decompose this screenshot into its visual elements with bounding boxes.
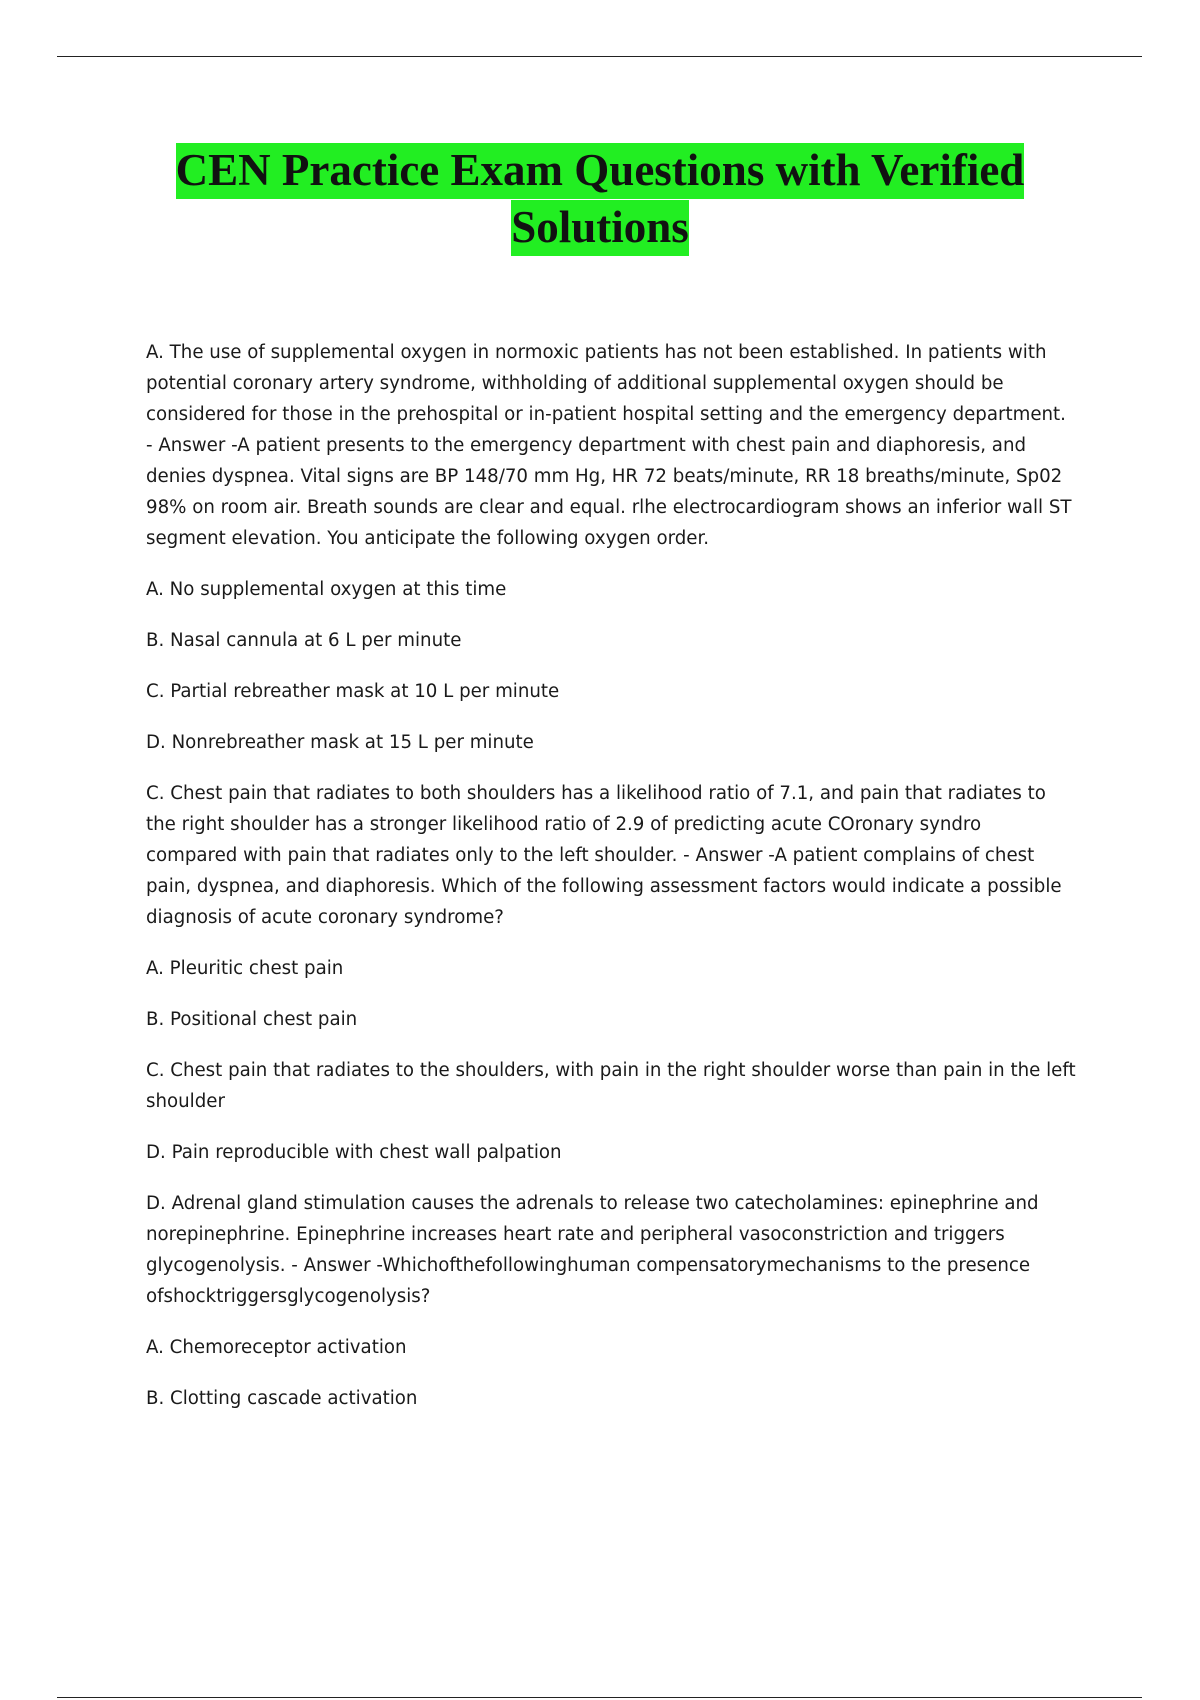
option-3b: B. Clotting cascade activation: [146, 1388, 418, 1409]
option-2a: A. Pleuritic chest pain: [146, 958, 344, 979]
bottom-rule: [57, 1697, 1142, 1698]
option-1d: D. Nonrebreather mask at 15 L per minute: [146, 732, 534, 753]
document-title: [100, 142, 1100, 256]
answer-rationale-2: C. Chest pain that radiates to both shoulders has a likelihood ratio of 7.1, and pain that radiates to the right shoulder has a stronger likelihood ratio of 2.9 of predicting acute COronary syndro compared with pain that radiates only to the left shoulder. - Answer -A patient complains of chest pain, dyspnea, and diaphoresis. Which of the following assessment factors would indicate a possible diagnosis of acute coronary syndrome?: [146, 783, 1062, 928]
option-3a: A. Chemoreceptor activation: [146, 1337, 407, 1358]
title-highlight: CEN Practice Exam Questions with Verified Solutions: [176, 143, 1025, 256]
option-2d: D. Pain reproducible with chest wall palpation: [146, 1142, 562, 1163]
answer-rationale-1: A. The use of supplemental oxygen in normoxic patients has not been established. In patients with potential coronary artery syndrome, withholding of additional supplemental oxygen should be considered for those in the prehospital or in-patient hospital setting and the emergency department. - Answer -A patient presents to the emergency department with chest pain and diaphoresis, and denies dyspnea. Vital signs are BP 148/70 mm Hg, HR 72 beats/minute, RR 18 breaths/minute, Sp02 98% on room air. Breath sounds are clear and equal. rlhe electrocardiogram shows an inferior wall ST segment elevation. You anticipate the following oxygen order.: [146, 342, 1072, 549]
answer-rationale-3: D. Adrenal gland stimulation causes the adrenals to release two catecholamines: epinephrine and norepinephrine. Epinephrine increases heart rate and peripheral vasoconstriction and triggers glycogenolysis. - Answer -Whichofthefollowinghuman compensatorymechanisms to the presence ofshocktriggersglycogenolysis?: [146, 1193, 1039, 1307]
option-2b: B. Positional chest pain: [146, 1009, 358, 1030]
option-1a: A. No supplemental oxygen at this time: [146, 579, 507, 600]
option-1c: C. Partial rebreather mask at 10 L per minute: [146, 681, 560, 702]
option-2c: C. Chest pain that radiates to the shoulders, with pain in the right shoulder worse than pain in the left shoulder: [146, 1060, 1076, 1112]
top-rule: [57, 56, 1142, 57]
document-body: [146, 337, 1076, 1434]
option-1b: B. Nasal cannula at 6 L per minute: [146, 630, 462, 651]
